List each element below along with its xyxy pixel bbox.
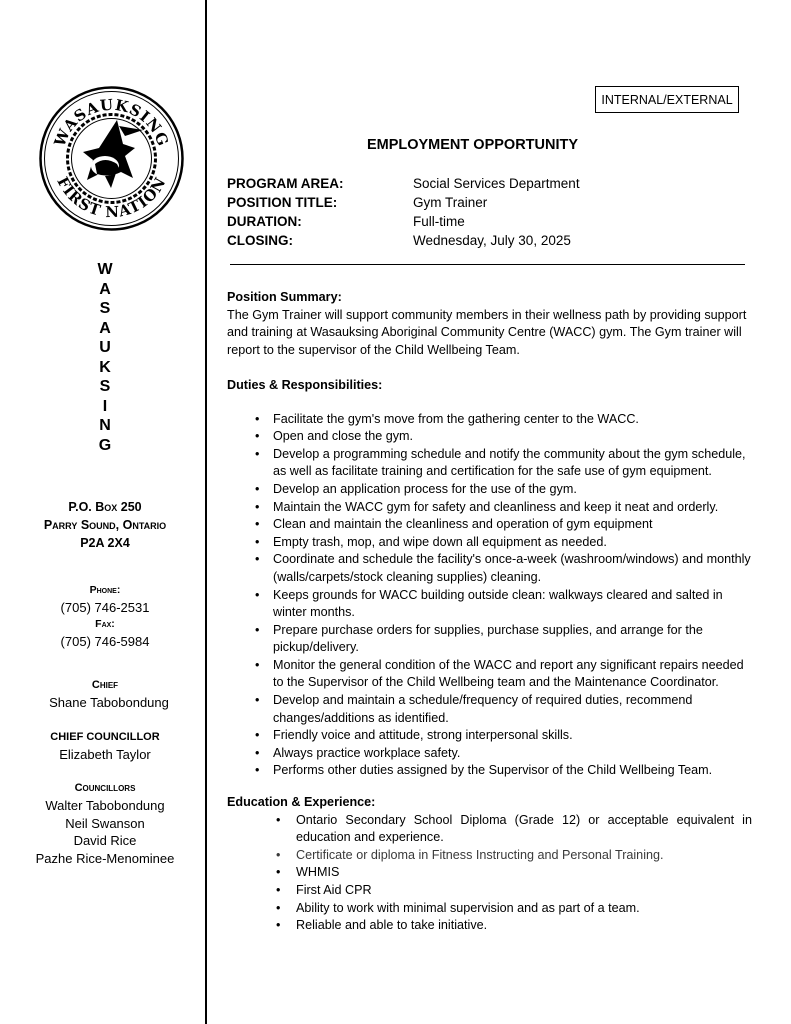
education-list [227,812,752,935]
summary-text: The Gym Trainer will support community members in their wellness path by providing support and training at Wasauksing Aboriginal Community Centre (WACC) gym. The Gym trainer will report to the supervisor of the Child Wellbeing Team. [227,307,747,357]
position-info-table [227,174,580,250]
list-item: • Always practice workplace safety. [273,745,752,763]
list-item: • Reliable and able to take initiative. [296,917,752,935]
fax-number: (705) 746-5984 [60,634,150,649]
list-item: • Empty trash, mop, and wipe down all equipment as needed. [273,534,752,552]
chief-councillor-name: Elizabeth Taylor [59,747,151,762]
duties-list [227,411,752,780]
chief-label: Chief [91,679,119,691]
mailing-address: P.O. Box 250 Parry Sound, Ontario P2A 2X4 [43,500,167,550]
list-item: • Prepare purchase orders for supplies, purchase supplies, and arrange for the pickup/delivery. [273,622,752,657]
chief-councillor-section [10,729,200,764]
list-item: • Friendly voice and attitude, strong interpersonal skills. [273,727,752,745]
posting-type-badge: INTERNAL/EXTERNAL [595,86,739,113]
list-item: • Develop a programming schedule and notify the community about the gym schedule, as well as facilitate training and certification for the safe use of gym equipment. [273,446,752,481]
education-heading: Education & Experience: [227,795,376,810]
wasauksing-first-nation-logo [39,86,184,231]
info-row-closing: CLOSING: Wednesday, July 30, 2025 [227,233,571,248]
councillor-name: Walter Tabobondung [45,798,165,813]
info-row-position-title: POSITION TITLE: Gym Trainer [227,195,488,210]
phone-label: Phone: [89,584,121,596]
summary-heading: Position Summary: [227,290,342,304]
list-item: • Develop an application process for the use of the gym. [273,481,752,499]
list-item: • Coordinate and schedule the facility's once-a-week (washroom/windows) and monthly (walls/carpets/stock cleaning supplies) cleaning. [273,551,752,586]
list-item: • Develop and maintain a schedule/frequency of required duties, recommend changes/additions as identified. [273,692,752,727]
info-row-duration: DURATION: Full-time [227,214,465,229]
list-item: • Performs other duties assigned by the Supervisor of the Child Wellbeing Team. [273,762,752,780]
councillors-section [10,780,200,867]
job-description [227,289,752,935]
chief-name: Shane Tabobondung [49,695,169,710]
list-item: • Ontario Secondary School Diploma (Grade 12) or acceptable equivalent in education and experience. [296,812,752,847]
page-title: EMPLOYMENT OPPORTUNITY [366,137,579,153]
phone-number: (705) 746-2531 [60,600,150,615]
chief-councillor-label: CHIEF COUNCILLOR [50,731,160,743]
list-item: • Facilitate the gym's move from the gathering center to the WACC. [273,411,752,429]
chief-section [10,677,200,712]
list-item: • Monitor the general condition of the WACC and report any significant repairs needed to the Supervisor of the Child Wellbeing team and the Maintenance Coordinator. [273,657,752,692]
list-item: • First Aid CPR [296,882,752,900]
vertical-community-name: W A S A U K S I N G [97,261,113,454]
fax-label: Fax: [95,618,115,630]
list-item: • Open and close the gym. [273,428,752,446]
list-item: • Ability to work with minimal supervision and as part of a team. [296,900,752,918]
list-item: • Keeps grounds for WACC building outside clean: walkways cleared and salted in winter months. [273,587,752,622]
list-item: • Clean and maintain the cleanliness and operation of gym equipment [273,516,752,534]
column-divider [205,0,207,1024]
list-item: • Maintain the WACC gym for safety and cleanliness and keep it neat and orderly. [273,499,752,517]
duties-heading: Duties & Responsibilities: [227,377,383,392]
councillors-label: Councillors [74,782,136,794]
councillor-name: Pazhe Rice-Menominee [35,850,175,866]
list-item: • WHMIS [296,864,752,882]
info-row-program-area: PROGRAM AREA: Social Services Department [227,176,580,191]
list-item: • Certificate or diploma in Fitness Instructing and Personal Training. [296,847,752,865]
councillor-name: Neil Swanson [65,815,145,831]
logo-bottom-text: FIRST NATION [53,173,170,222]
contact-info [10,582,200,650]
logo-top-text: WASAUKSING [50,95,173,150]
horizontal-divider [230,264,745,265]
councillor-name: David Rice [73,833,137,848]
councillors-list [10,797,200,867]
